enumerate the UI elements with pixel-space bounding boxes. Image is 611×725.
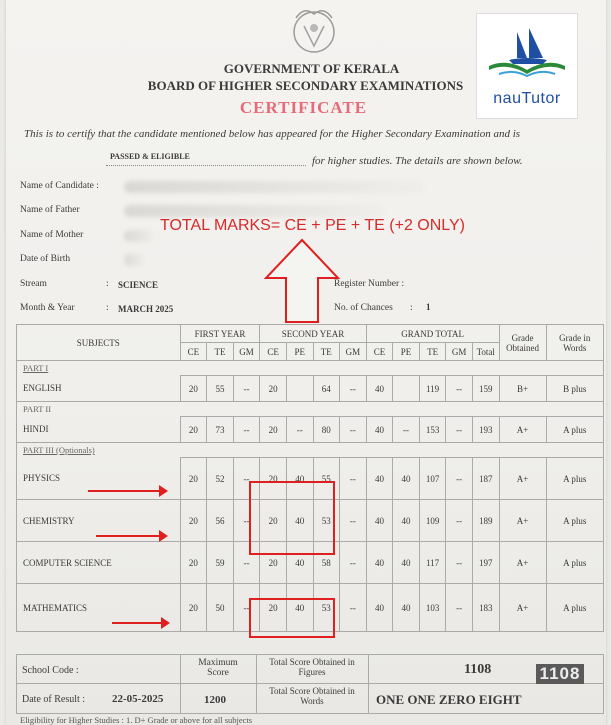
col-total: Total <box>472 343 499 361</box>
cell: 40 <box>366 584 393 632</box>
cell: 64 <box>313 376 340 402</box>
register-label: Register Number : <box>334 279 405 289</box>
cell: A+ <box>499 458 546 500</box>
cell: 20 <box>180 500 207 542</box>
max-score-label: Maximum Score <box>198 658 238 678</box>
cell: 103 <box>419 584 446 632</box>
colon: : <box>106 279 109 289</box>
part2-label: PART II <box>17 402 604 417</box>
mother-label: Name of Mother <box>20 230 84 240</box>
cell: -- <box>233 584 260 632</box>
cell: 153 <box>419 417 446 443</box>
cell: -- <box>446 500 473 542</box>
cell: A plus <box>546 458 603 500</box>
candidate-label: Name of Candidate : <box>20 181 99 191</box>
cell: 40 <box>286 458 313 500</box>
col-pe: PE <box>286 343 313 361</box>
col-te: TE <box>313 343 340 361</box>
col-ce: CE <box>260 343 287 361</box>
cell: 117 <box>419 542 446 584</box>
arrow-right-icon <box>96 535 166 537</box>
redacted-candidate <box>124 181 424 193</box>
cell: B+ <box>499 376 546 402</box>
month-year-label: Month & Year <box>20 303 75 313</box>
cell: 159 <box>472 376 499 402</box>
subject-name: HINDI <box>17 417 181 443</box>
grade-words-header: Grade in Words <box>546 325 603 361</box>
cell: -- <box>286 417 313 443</box>
cell: 40 <box>393 500 420 542</box>
max-score-value: 1200 <box>204 694 226 706</box>
redacted-mother <box>124 230 154 242</box>
cell: 53 <box>313 500 340 542</box>
cell: A plus <box>546 584 603 632</box>
cell: -- <box>233 458 260 500</box>
cell: -- <box>340 542 367 584</box>
subject-name: CHEMISTRY <box>17 500 181 542</box>
cell: A plus <box>546 417 603 443</box>
cell: 40 <box>393 458 420 500</box>
month-year-value: MARCH 2025 <box>118 304 174 314</box>
cell: -- <box>340 458 367 500</box>
cell: 40 <box>366 458 393 500</box>
highlight-box-physics-chemistry <box>249 481 335 555</box>
cell: 20 <box>260 458 287 500</box>
highlight-box-mathematics <box>249 598 335 638</box>
pass-status: PASSED & ELIGIBLE <box>110 152 190 161</box>
chances-label: No. of Chances <box>334 303 393 313</box>
kerala-emblem-icon <box>282 4 346 56</box>
cell: 20 <box>180 458 207 500</box>
cell: 59 <box>207 542 234 584</box>
cell: 20 <box>260 417 287 443</box>
marks-table <box>16 324 604 632</box>
arrow-right-icon <box>112 622 168 624</box>
subject-name: ENGLISH <box>17 376 181 402</box>
part1-label: PART I <box>17 361 604 376</box>
cell: 197 <box>472 542 499 584</box>
cell: 119 <box>419 376 446 402</box>
grade-obtained-header: Grade Obtained <box>499 325 546 361</box>
total-figures-value: 1108 <box>464 662 492 677</box>
board-title: BOARD OF HIGHER SECONDARY EXAMINATIONS <box>147 78 464 93</box>
cell: -- <box>393 417 420 443</box>
cell: 40 <box>366 500 393 542</box>
stream-value: SCIENCE <box>118 280 159 290</box>
cell: B plus <box>546 376 603 402</box>
redacted-father <box>124 205 384 217</box>
higher-studies-text: for higher studies. The details are shown below. <box>312 155 523 167</box>
government-title: GOVERNMENT OF KERALA <box>223 61 400 76</box>
cell: 50 <box>207 584 234 632</box>
col-te: TE <box>419 343 446 361</box>
brand-name: nauTutor <box>493 90 561 107</box>
col-ce: CE <box>180 343 207 361</box>
cell: A+ <box>499 584 546 632</box>
cell: A+ <box>499 500 546 542</box>
cell: -- <box>340 500 367 542</box>
cell: 187 <box>472 458 499 500</box>
first-year-header: FIRST YEAR <box>180 325 260 343</box>
cell: 183 <box>472 584 499 632</box>
stream-label: Stream <box>20 279 47 289</box>
date-value: 22-05-2025 <box>112 693 164 705</box>
cell: 20 <box>260 542 287 584</box>
cell: 52 <box>207 458 234 500</box>
arrow-up-icon <box>262 238 342 324</box>
cell: 20 <box>180 542 207 584</box>
divider <box>180 654 181 714</box>
cell: 40 <box>286 542 313 584</box>
cell: 20 <box>260 500 287 542</box>
cell: 40 <box>366 417 393 443</box>
cell: -- <box>446 458 473 500</box>
score-stamp: 1108 <box>536 664 584 684</box>
score-summary <box>16 654 604 714</box>
cell: 80 <box>313 417 340 443</box>
eligibility-note: Eligibility for Higher Studies : 1. D+ Grade or above for all subjects <box>20 715 253 725</box>
school-code-label: School Code : <box>22 665 79 676</box>
cell <box>393 376 420 402</box>
cell: -- <box>446 584 473 632</box>
cell: 53 <box>313 584 340 632</box>
cell: 40 <box>366 542 393 584</box>
certify-statement: This is to certify that the candidate mentioned below has appeared for the Higher Secondary Examination and is <box>24 128 521 140</box>
table-row <box>17 417 604 443</box>
second-year-header: SECOND YEAR <box>260 325 366 343</box>
cell: -- <box>233 417 260 443</box>
col-pe: PE <box>393 343 420 361</box>
colon: : <box>410 303 413 313</box>
part3-label: PART III (Optionals) <box>17 443 604 458</box>
cell: -- <box>446 417 473 443</box>
divider <box>16 683 604 684</box>
cell: 20 <box>260 584 287 632</box>
subjects-header: SUBJECTS <box>17 325 181 361</box>
cell: 40 <box>393 584 420 632</box>
col-ce: CE <box>366 343 393 361</box>
divider <box>368 654 369 714</box>
status-underline <box>106 165 306 166</box>
total-figures-label: Total Score Obtained in Figures <box>269 657 355 677</box>
subject-name: MATHEMATICS <box>17 584 181 632</box>
cell: A+ <box>499 542 546 584</box>
table-row <box>17 376 604 402</box>
arrow-right-icon <box>88 490 166 492</box>
cell: -- <box>233 542 260 584</box>
subject-name: PHYSICS <box>17 458 181 500</box>
redacted-dob <box>124 254 144 266</box>
cell: -- <box>340 584 367 632</box>
total-words-label: Total Score Obtained in Words <box>269 686 355 706</box>
chances-value: 1 <box>426 302 431 312</box>
cell: 58 <box>313 542 340 584</box>
divider <box>256 654 257 714</box>
col-te: TE <box>207 343 234 361</box>
cell: 40 <box>366 376 393 402</box>
father-label: Name of Father <box>20 205 80 215</box>
cell: 40 <box>393 542 420 584</box>
colon: : <box>106 303 109 313</box>
col-gm: GM <box>340 343 367 361</box>
cell: 40 <box>286 584 313 632</box>
cell: 55 <box>313 458 340 500</box>
cell: 20 <box>260 376 287 402</box>
dob-label: Date of Birth <box>20 254 71 264</box>
grand-total-header: GRAND TOTAL <box>366 325 499 343</box>
cell: 109 <box>419 500 446 542</box>
cell: 55 <box>207 376 234 402</box>
cell: A+ <box>499 417 546 443</box>
cell: -- <box>340 417 367 443</box>
certificate-title: CERTIFICATE <box>239 98 368 117</box>
cell: -- <box>446 376 473 402</box>
cell: 40 <box>286 500 313 542</box>
cell <box>286 376 313 402</box>
cell: -- <box>233 500 260 542</box>
total-words-value: ONE ONE ZERO EIGHT <box>376 692 522 707</box>
certificate-sheet <box>6 0 606 725</box>
cell: 20 <box>180 417 207 443</box>
cell: 56 <box>207 500 234 542</box>
cell: -- <box>340 376 367 402</box>
cell: 193 <box>472 417 499 443</box>
cell: -- <box>233 376 260 402</box>
cell: 20 <box>180 376 207 402</box>
cell: 73 <box>207 417 234 443</box>
date-label: Date of Result : <box>22 694 86 705</box>
cell: 20 <box>180 584 207 632</box>
col-gm: GM <box>446 343 473 361</box>
col-gm: GM <box>233 343 260 361</box>
cell: 107 <box>419 458 446 500</box>
total-marks-annotation: TOTAL MARKS= CE + PE + TE (+2 ONLY) <box>160 217 465 234</box>
cell: A plus <box>546 542 603 584</box>
subject-name: COMPUTER SCIENCE <box>17 542 181 584</box>
cell: -- <box>446 542 473 584</box>
cell: A plus <box>546 500 603 542</box>
cell: 189 <box>472 500 499 542</box>
